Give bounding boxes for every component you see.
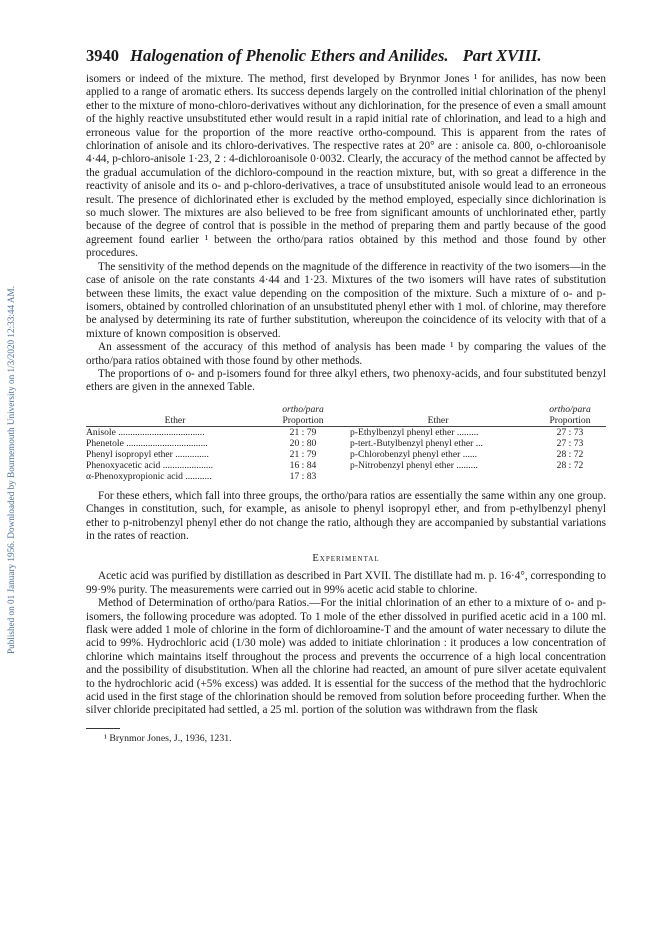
table-cell-proportion-left: 21 : 79 bbox=[289, 448, 317, 460]
paragraph-6: Acetic acid was purified by distillation as described in Part XVII. The distillate had m. p. 16·4°, corresponding to 99·9% purity. The measurements were carried out in 99% acetic acid stable to chlorine. bbox=[86, 570, 606, 596]
table-cell-ether-right: p-Nitrobenzyl phenyl ether ......... bbox=[350, 459, 478, 471]
table-row bbox=[86, 449, 606, 460]
running-part: Part XVIII. bbox=[462, 46, 542, 65]
table-header-row bbox=[86, 404, 606, 427]
table-cell-proportion-right: 27 : 73 bbox=[556, 437, 584, 449]
table-cell-proportion-right: 28 : 72 bbox=[556, 459, 584, 471]
paragraph-2: The sensitivity of the method depends on the magnitude of the difference in reactivity of the two isomers—in the case of anisole on the rate constants 4·44 and 1·23. Mixtures of the two isomers will have rates of substitution between these limits, the exact value depending on the composition of the mixture. Such a mixture of o- and p-isomers, obtained by controlled chlorination of an unsubstituted phenyl ether with 1 mol. of chlorine, may therefore be analysed by determining its rate of further substitution, whereupon the coincidence of its velocity with that of a mixture of known composition is observed. bbox=[86, 260, 606, 340]
table-row bbox=[86, 471, 606, 482]
paper-page bbox=[86, 46, 606, 745]
col-header-proportion-left-line2: Proportion bbox=[282, 414, 324, 426]
table-cell-ether-left: Phenetole .................................. bbox=[86, 437, 208, 449]
section-heading-text: Experimental bbox=[312, 553, 380, 565]
page-number: 3940 bbox=[86, 46, 119, 65]
table-cell-ether-right: p-tert.-Butylbenzyl phenyl ether ... bbox=[350, 437, 483, 449]
table-cell-proportion-left: 20 : 80 bbox=[289, 437, 317, 449]
paragraph-4: The proportions of o- and p-isomers found for three alkyl ethers, two phenoxy-acids, and four substituted benzyl ethers are given in the annexed Table. bbox=[86, 367, 606, 394]
paragraph-7: Method of Determination of ortho/para Ratios.—For the initial chlorination of an ether to a mixture of o- and p-isomers, the following procedure was adopted. To 1 mole of the ether dissolved in purified acetic acid in a 100 ml. flask were added 1 mole of chlorine in the form of dichloroamine-T and the amount of water necessary to dilute the acid to 99%. Hydrochloric acid (1/30 mole) was added to initiate chlorination : it produces a low concentration of chlorine which maintains itself throughout the process and prevents the occurrence of a high local concentration and the possibility of disubstitution. When all the chlorine had reacted, an amount of pure silver acetate equivalent to the hydrochloric acid (+5% excess) was added. It is essential for the success of the method that the hydrochloric acid used in the first stage of the chlorination should be removed from solution before proceeding further. When the silver chloride precipitated had settled, a 25 ml. portion of the solution was withdrawn from the flask bbox=[86, 597, 606, 717]
table-cell-proportion-right bbox=[534, 471, 606, 482]
download-watermark-text: Published on 01 January 1956. Downloaded by Bournemouth University on 1/3/2020 12:33:44 AM. bbox=[6, 286, 16, 654]
table-cell-ether-right bbox=[342, 471, 534, 482]
table-cell-ether-left: Anisole .................................... bbox=[86, 426, 205, 438]
paragraph-3: An assessment of the accuracy of this method of analysis has been made ¹ by comparing the values of the ortho/para ratios obtained with those found by other methods. bbox=[86, 341, 606, 367]
table-row bbox=[86, 426, 606, 438]
paragraph-5: For these ethers, which fall into three groups, the ortho/para ratios are essentially the same within any one group. Changes in constitution, such, for example, as anisole to phenyl isopropyl ether, and from p-ethylbenzyl phenyl ether to p-nitrobenzyl phenyl ether do not change the ratio, although they are accompanied by substantial variations in the rates of reaction. bbox=[86, 489, 606, 542]
table-row bbox=[86, 460, 606, 471]
col-header-proportion-left-line1: ortho/para bbox=[282, 403, 324, 415]
footnote: ¹ Brynmor Jones, J., 1936, 1231. bbox=[104, 732, 232, 744]
col-header-ether-left: Ether bbox=[86, 404, 264, 427]
table-cell-ether-left: α-Phenoxypropionic acid ........... bbox=[86, 470, 212, 482]
table-row bbox=[86, 438, 606, 449]
section-heading bbox=[86, 553, 606, 564]
table-cell-proportion-right: 28 : 72 bbox=[556, 448, 584, 460]
table-cell-ether-right: p-Ethylbenzyl phenyl ether ......... bbox=[350, 426, 479, 438]
table-cell-ether-right: p-Chlorobenzyl phenyl ether ...... bbox=[350, 448, 478, 460]
col-header-proportion-left bbox=[264, 404, 342, 427]
footnote-divider bbox=[86, 728, 120, 729]
download-watermark bbox=[4, 150, 18, 790]
ratio-table bbox=[86, 404, 606, 482]
col-header-proportion-right-line2: Proportion bbox=[549, 414, 591, 426]
table-cell-proportion-left: 21 : 79 bbox=[289, 426, 317, 438]
table-cell-ether-left: Phenoxyacetic acid ..................... bbox=[86, 459, 214, 471]
table-cell-proportion-left: 17 : 83 bbox=[289, 470, 317, 482]
table-cell-proportion-right: 27 : 73 bbox=[556, 426, 584, 438]
table-cell-proportion-left: 16 : 84 bbox=[289, 459, 317, 471]
col-header-ether-right: Ether bbox=[342, 404, 534, 427]
paragraph-1: isomers or indeed of the mixture. The method, first developed by Brynmor Jones ¹ for anilides, has now been applied to a range of aromatic ethers. Its success depends largely on the controlled initial chlorination of the phenyl ether to the mixture of mono-chloro-derivatives without any dichlorination, for the presence of even a small amount of the highly reactive unsubstituted ether would result in a rapid initial rate of chlorination, and lead to a high and erroneous value for the proportion of the more reactive ortho-compound. This is apparent from the rates of chlorination of anisole and its chloro-derivatives. The respective rates at 20° are : anisole ca. 800, o-chloroanisole 4·44, p-chloro-anisole 1·23, 2 : 4-dichloroanisole 0·0032. Clearly, the accuracy of the method cannot be affected by the gradual accumulation of the dichloro-compound in the reaction mixture, but, with so great a difference in the reactivity of anisole and its o- and p-chloro-derivatives, a trace of unsubstituted anisole would lead to an erroneous result. The presence of dichlorinated ether is excluded by the method employed, especially since dichlorination is so much slower. The mixtures are also believed to be free from significant amounts of unchlorinated ether, partly because of the degree of control that is possible in the method of preparing them and partly because of the good agreement found earlier ¹ between the ortho/para ratios obtained by this method and those found by other procedures. bbox=[86, 73, 606, 260]
page-header bbox=[86, 46, 606, 66]
running-title: Halogenation of Phenolic Ethers and Anilides. bbox=[130, 46, 449, 65]
col-header-proportion-right bbox=[534, 404, 606, 427]
col-header-proportion-right-line1: ortho/para bbox=[549, 403, 591, 415]
table-cell-ether-left: Phenyl isopropyl ether .............. bbox=[86, 448, 209, 460]
